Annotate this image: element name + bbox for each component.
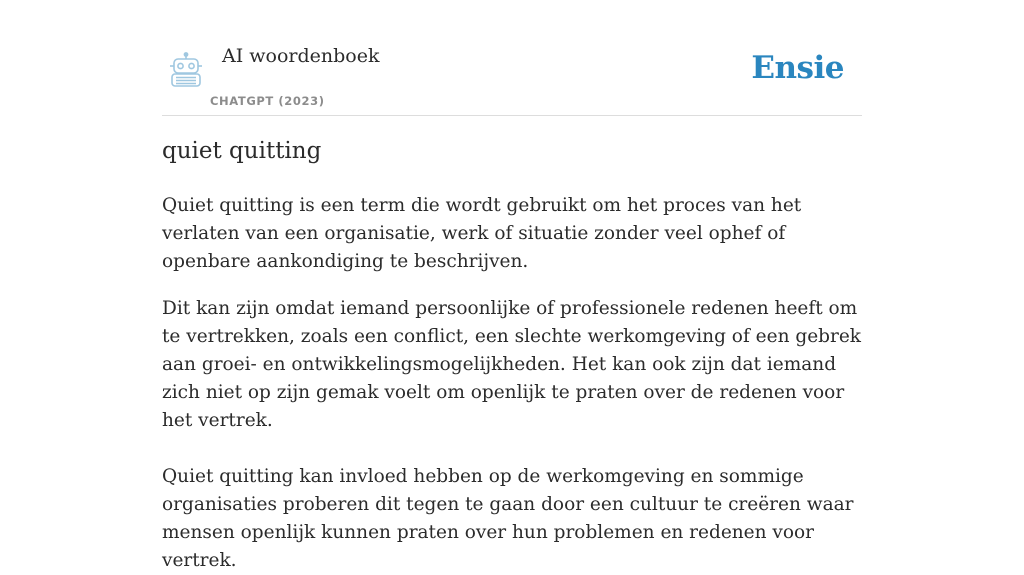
header xyxy=(162,0,862,116)
brand-logo[interactable]: Ensie xyxy=(751,50,844,86)
definition-paragraph: Quiet quitting kan invloed hebben op de werkomgeving en sommige organisaties proberen dit tegen te gaan door een cultuur te creëren waar mensen openlijk kunnen praten over hun problemen en redenen voor vertrek. xyxy=(162,466,854,571)
entry-definition xyxy=(162,192,862,575)
page xyxy=(162,0,862,571)
source-title[interactable]: AI woordenboek xyxy=(222,45,380,67)
definition-paragraph: Quiet quitting is een term die wordt gebruikt om het proces van het verlaten van een organisatie, werk of situatie zonder veel ophef of openbare aankondiging te beschrijven. xyxy=(162,195,802,272)
entry-term: quiet quitting xyxy=(162,138,322,164)
robot-icon xyxy=(166,52,206,88)
definition-paragraph: Dit kan zijn omdat iemand persoonlijke of professionele redenen heeft om te vertrekken, zoals een conflict, een slechte werkomgeving of een gebrek aan groei- en ontwikkelingsmogelijkheden. Het kan ook zijn dat iemand zich niet op zijn gemak voelt om openlijk te praten over de redenen voor het vertrek. xyxy=(162,298,861,431)
source-subtitle: CHATGPT (2023) xyxy=(210,94,325,108)
